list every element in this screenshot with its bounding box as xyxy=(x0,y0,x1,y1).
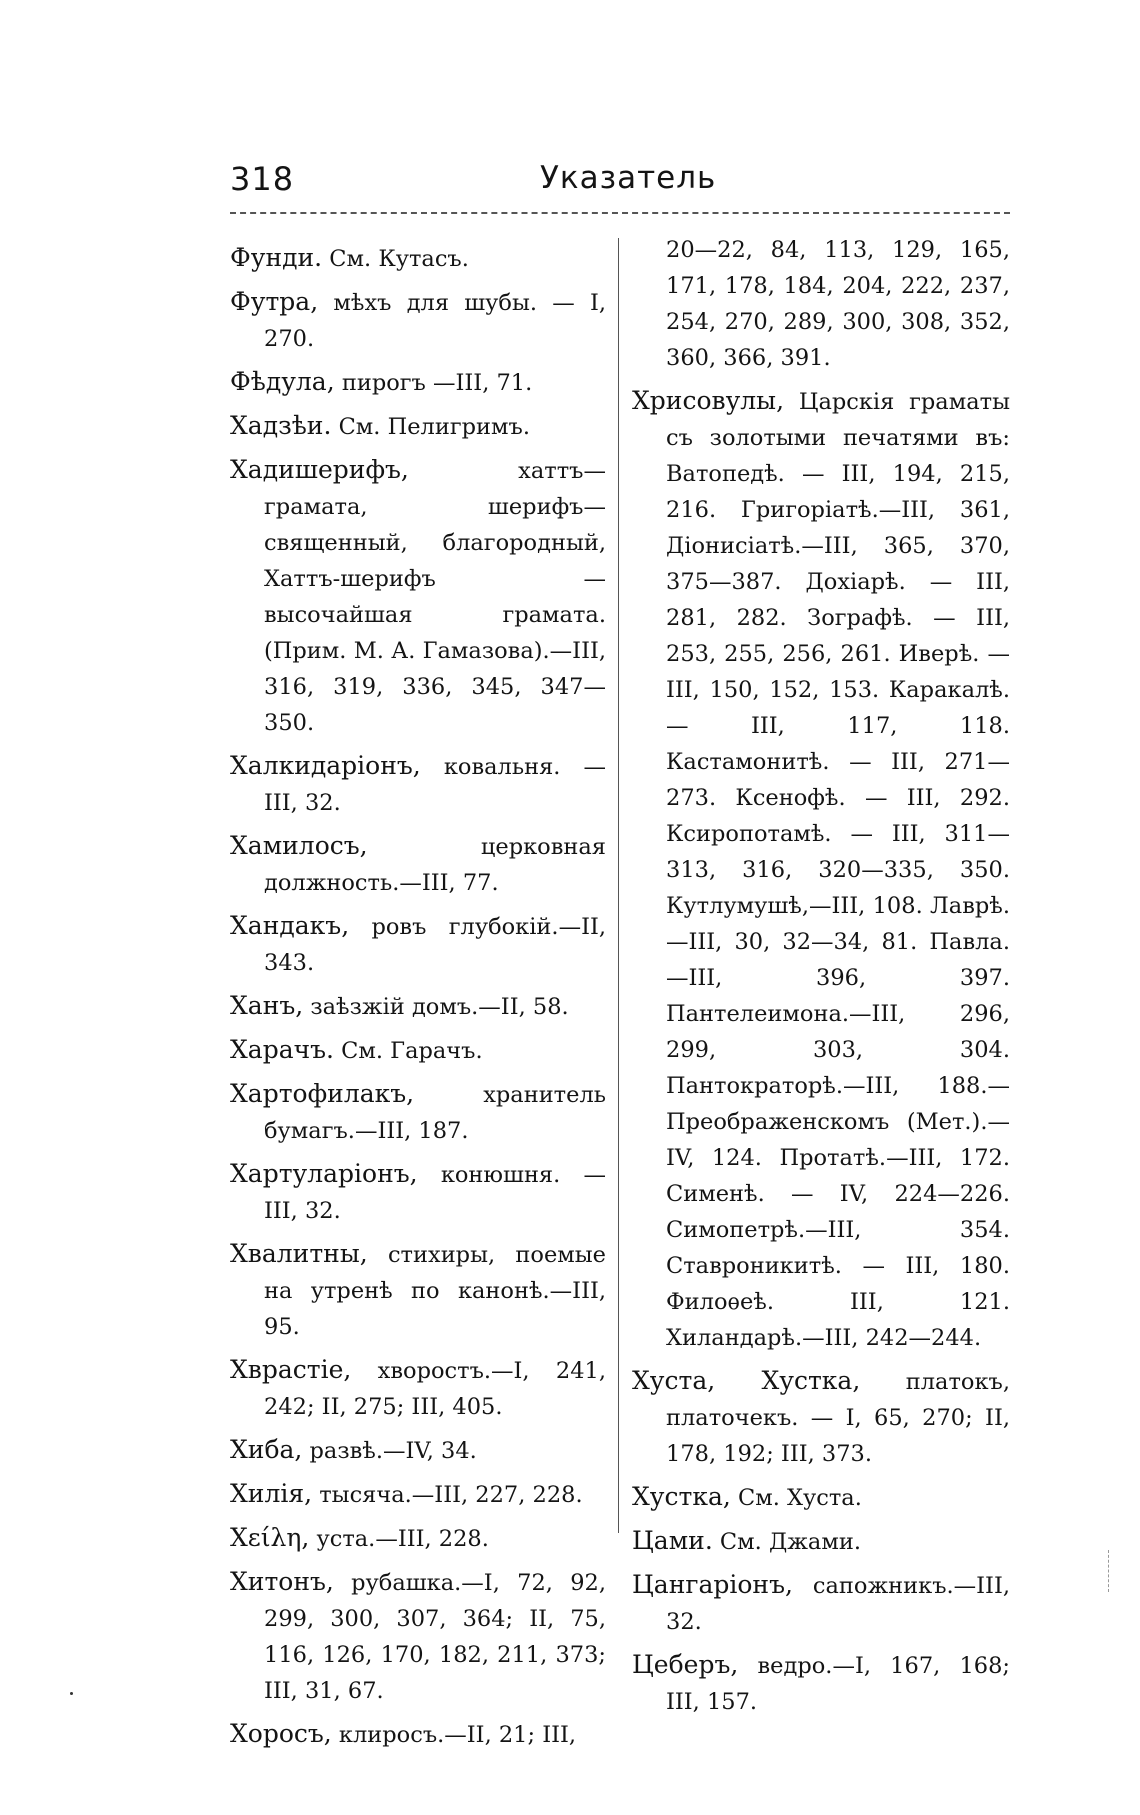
entry-headword: Хилія, xyxy=(230,1479,313,1508)
index-entry-continuation: 20—22, 84, 113, 129, 165, 171, 178, 184, 204, 222, 237, 254, 270, 289, 300, 308, 352, 360, 366, 391. xyxy=(666,237,1010,371)
entry-definition: См. Джами. xyxy=(719,1529,861,1555)
page-header xyxy=(230,160,1010,210)
entry-definition: ровъ глубокій.—II, 343. xyxy=(264,914,606,976)
index-entry xyxy=(230,1432,606,1469)
scan-mark xyxy=(1108,1550,1109,1592)
index-entry xyxy=(230,408,606,445)
index-entry xyxy=(632,383,1010,1356)
entry-headword: Хоросъ, xyxy=(230,1719,332,1748)
entry-definition: уста.—III, 228. xyxy=(316,1526,489,1552)
entry-definition: церковная должность.—III, 77. xyxy=(264,834,606,896)
index-entry xyxy=(230,908,606,981)
index-entry xyxy=(230,452,606,741)
index-entry xyxy=(230,1156,606,1229)
entry-definition: хаттъ—грамата, шерифъ—священный, благородный, Хаттъ-шерифъ — высочайшая грамата. (Прим. М. А. Гамазова).—III, 316, 319, 336, 345, 347—350. xyxy=(264,458,606,736)
entry-headword: Цангаріонъ, xyxy=(632,1570,793,1599)
entry-definition: рубашка.—I, 72, 92, 299, 300, 307, 364; II, 75, 116, 126, 170, 182, 211, 373; III, 31, 67. xyxy=(264,1570,606,1704)
entry-headword: Хадишерифъ, xyxy=(230,455,409,484)
entry-headword: Харачъ. xyxy=(230,1035,334,1064)
entry-headword: Хврастіе, xyxy=(230,1355,352,1384)
entry-headword: Ханъ, xyxy=(230,991,304,1020)
entry-definition: тысяча.—III, 227, 228. xyxy=(319,1482,583,1508)
index-entry xyxy=(230,828,606,901)
index-entry xyxy=(632,1523,1010,1560)
entry-headword: Хуста, Хустка, xyxy=(632,1366,861,1395)
entry-headword: Хвалитны, xyxy=(230,1239,368,1268)
entry-headword: Фѣдула, xyxy=(230,367,335,396)
entry-headword: Хартуларіонъ, xyxy=(230,1159,418,1188)
index-entry xyxy=(230,364,606,401)
header-rule xyxy=(230,212,1010,214)
entry-headword: Хрисовулы, xyxy=(632,386,785,415)
entry-headword: Хустка, xyxy=(632,1482,731,1511)
index-entry xyxy=(230,1352,606,1425)
index-entry xyxy=(230,1564,606,1709)
scan-speck xyxy=(70,1692,73,1695)
entry-definition: конюшня. — III, 32. xyxy=(264,1162,606,1224)
entry-definition: заѣзжій домъ.—II, 58. xyxy=(310,994,569,1020)
entry-definition: мѣхъ для шубы. — I, 270. xyxy=(264,290,607,352)
entry-definition: хворостъ.—I, 241, 242; II, 275; III, 405. xyxy=(264,1358,606,1420)
index-entry xyxy=(230,1032,606,1069)
entry-headword: Фунди. xyxy=(230,243,323,272)
entry-definition: См. Гарачъ. xyxy=(341,1038,483,1064)
entry-definition: См. Пелигримъ. xyxy=(338,414,530,440)
entry-headword: Футра, xyxy=(230,287,319,316)
index-entry xyxy=(230,1716,606,1753)
running-title: Указатель xyxy=(540,160,717,196)
index-entry xyxy=(230,1236,606,1345)
entry-definition: хранитель бумагъ.—III, 187. xyxy=(264,1082,606,1144)
entry-definition: клиросъ.—II, 21; III, xyxy=(338,1722,577,1748)
entry-headword: Халкидаріонъ, xyxy=(230,751,421,780)
index-entry xyxy=(632,1479,1010,1516)
index-entry xyxy=(632,1567,1010,1640)
index-entry xyxy=(230,1520,606,1557)
index-entry xyxy=(632,1363,1010,1472)
index-entry xyxy=(230,240,606,277)
entry-headword: Χείλη, xyxy=(230,1523,310,1552)
entry-definition: См. Кутасъ. xyxy=(329,246,469,272)
entry-headword: Хиба, xyxy=(230,1435,303,1464)
entry-headword: Цеберъ, xyxy=(632,1650,739,1679)
index-entry xyxy=(230,988,606,1025)
index-column-right xyxy=(632,232,1010,1727)
entry-definition: См. Хуста. xyxy=(737,1485,862,1511)
entry-headword: Цами. xyxy=(632,1526,713,1555)
index-entry xyxy=(230,284,606,357)
entry-definition: развѣ.—IV, 34. xyxy=(309,1438,477,1464)
index-entry xyxy=(230,748,606,821)
index-entry xyxy=(632,1647,1010,1720)
entry-definition: пирогъ —III, 71. xyxy=(341,370,533,396)
index-entry xyxy=(230,1076,606,1149)
entry-definition: стихиры, поемые на утренѣ по канонѣ.—III, 95. xyxy=(264,1242,606,1340)
entry-definition: ведро.—I, 167, 168; III, 157. xyxy=(666,1653,1011,1715)
entry-definition: Царскія граматы съ золотыми печатями въ: Ватопедѣ. — III, 194, 215, 216. Григоріатѣ.—III, 361, Діонисіатѣ.—III, 365, 370, 375—387. Дохіарѣ. — III, 281, 282. Зографѣ. — III, 253, 255, 256, 261. Иверѣ. —III, 150, 152, 153. Каракалѣ. — III, 117, 118. Кастамонитѣ. — III, 271—273. Ксенофѣ. — III, 292. Ксиропотамѣ. — III, 311—313, 316, 320—335, 350. Кутлумушѣ,—III, 108. Лаврѣ.—III, 30, 32—34, 81. Павла.—III, 396, 397. Пантелеимона.—III, 296, 299, 303, 304. Пантократорѣ.—III, 188.—Преображенскомъ (Мет.).—IV, 124. Протатѣ.—III, 172. Сименѣ. — IV, 224—226. Симопетрѣ.—III, 354. Ставроникитѣ. — III, 180. Филоѳеѣ. III, 121. Хиландарѣ.—III, 242—244. xyxy=(666,389,1010,1351)
entry-headword: Хандакъ, xyxy=(230,911,350,940)
index-entry xyxy=(230,1476,606,1513)
entry-definition: ковальня. — III, 32. xyxy=(264,754,607,816)
entry-headword: Хамилосъ, xyxy=(230,831,368,860)
entry-headword: Хартофилакъ, xyxy=(230,1079,415,1108)
entry-definition: платокъ, платочекъ. — I, 65, 270; II, 178, 192; III, 373. xyxy=(666,1369,1010,1467)
entry-headword: Хитонъ, xyxy=(230,1567,334,1596)
index-column-left xyxy=(230,240,606,1760)
column-divider xyxy=(618,238,619,1533)
entry-headword: Хадзѣи. xyxy=(230,411,332,440)
entry-definition: сапожникъ.—III, 32. xyxy=(666,1573,1010,1635)
page-number: 318 xyxy=(230,160,295,198)
